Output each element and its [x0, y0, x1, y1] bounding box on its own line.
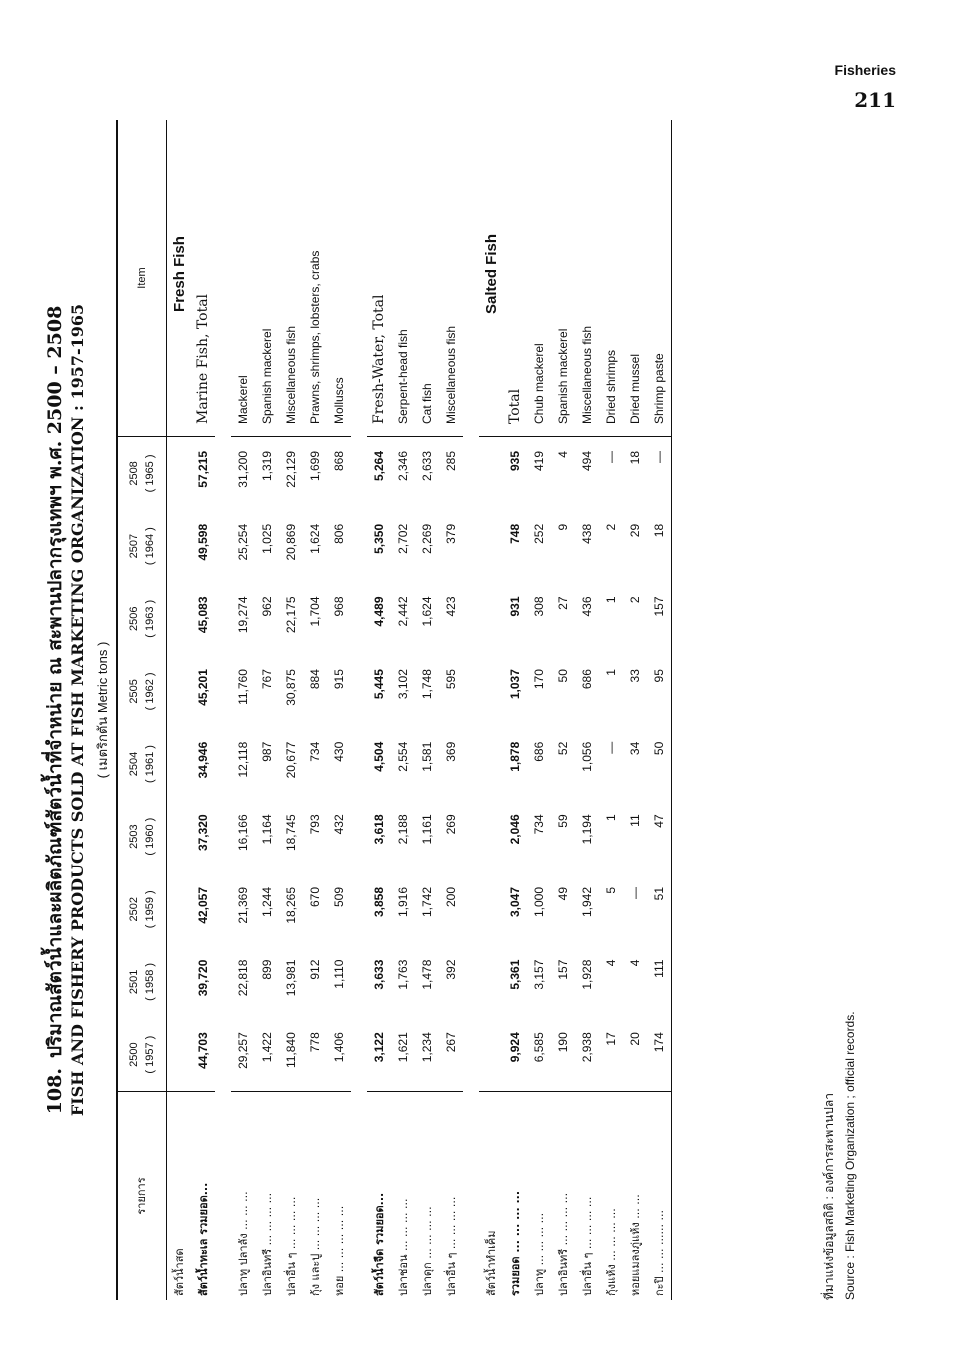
col-header-year: [117, 800, 167, 873]
table-row: [503, 120, 527, 1300]
year-ce: ( 1962 ): [144, 672, 156, 711]
value-cell: 308: [532, 596, 546, 617]
table-row: [527, 120, 551, 1300]
row-label-thai: หอย ... ... ... ... ...: [327, 1092, 351, 1301]
value-cell: 915: [332, 669, 346, 690]
value-cell: 686: [532, 741, 546, 762]
fish-products-table: [116, 120, 672, 1300]
value-cell: 1,916: [396, 886, 410, 917]
value-cell: 18: [628, 451, 642, 465]
value-cell: 170: [532, 669, 546, 690]
value-cell: 1,748: [420, 669, 434, 700]
table-row: [255, 120, 279, 1300]
value-cell: 868: [332, 451, 346, 472]
value-cell: [167, 946, 192, 1019]
table-title-english: FISH AND FISHERY PRODUCTS SOLD AT FISH MARKETING ORGANIZATION : 1957-1965: [68, 303, 87, 1117]
value-cell: 12,118: [236, 741, 250, 778]
row-label-english: Miscellaneous fish: [439, 120, 463, 437]
value-cell: 1,699: [308, 451, 322, 482]
value-cell: 11: [628, 814, 642, 827]
value-cell: 95: [647, 655, 672, 728]
value-cell: 1,928: [580, 959, 594, 990]
value-cell: 4: [556, 451, 570, 458]
row-label-thai: หอยแมลงภู่แห้ง ... ...: [623, 1092, 647, 1301]
value-cell: [479, 510, 503, 583]
table-row: [191, 120, 215, 1300]
table-row: [415, 120, 439, 1300]
value-cell: [479, 946, 503, 1019]
value-cell: 2: [628, 596, 642, 604]
col-header-year: [117, 582, 167, 655]
row-label-thai: รวมยอด ... ... ... ...: [503, 1092, 527, 1301]
source-english: Source : Fish Marketing Organization ; official records.: [843, 1011, 857, 1300]
value-cell: 1,056: [580, 741, 594, 772]
value-cell: 9: [556, 523, 570, 531]
value-cell: [167, 873, 192, 946]
value-cell: [167, 437, 192, 510]
value-cell: [479, 582, 503, 655]
value-cell: 1,000: [532, 886, 546, 917]
value-cell: 3,047: [508, 886, 522, 917]
value-cell: 1,581: [420, 741, 434, 772]
row-label-english: Spanish mackerel: [255, 120, 279, 437]
value-cell: 1,624: [420, 596, 434, 627]
value-cell: 267: [444, 1032, 458, 1053]
year-ce: ( 1959 ): [144, 890, 156, 929]
value-cell: 52: [556, 741, 570, 756]
value-cell: 806: [332, 523, 346, 544]
row-label-english: Dried shrimps: [599, 120, 623, 437]
value-cell: 37,320: [196, 814, 210, 852]
row-label-english: Molluscs: [327, 120, 351, 437]
value-cell: 734: [532, 814, 546, 835]
value-cell: 595: [444, 669, 458, 690]
value-cell: 20,677: [284, 741, 298, 779]
value-cell: 47: [647, 800, 672, 873]
year-ce: ( 1963 ): [144, 599, 156, 638]
value-cell: 34: [628, 741, 642, 756]
value-cell: —: [604, 451, 618, 463]
value-cell: 18,265: [284, 886, 298, 924]
year-be: 2501: [128, 969, 140, 995]
row-label-english: Prawns, shrimps, lobsters, crabs: [303, 120, 327, 437]
value-cell: 29,257: [236, 1032, 250, 1069]
value-cell: 379: [444, 523, 458, 544]
row-label-thai: สัตว์น้ำสด: [167, 1092, 192, 1301]
value-cell: 5,445: [372, 669, 386, 700]
value-cell: 44,703: [196, 1032, 210, 1069]
row-label-thai: ปลาดุก ... ... ... ...: [415, 1092, 439, 1301]
value-cell: 9,924: [508, 1032, 522, 1063]
value-cell: 670: [308, 886, 322, 907]
value-cell: 49,598: [196, 523, 210, 561]
row-label-english: Serpent-head fish: [391, 120, 415, 437]
value-cell: 686: [580, 669, 594, 690]
table-row: [463, 120, 479, 1300]
spacer-cell: [351, 120, 367, 1300]
spacer-cell: [215, 120, 231, 1300]
value-cell: 2,938: [580, 1032, 594, 1063]
value-cell: 1: [604, 596, 618, 604]
row-label-english: Shrimp paste: [647, 120, 672, 437]
units-note: ( เมตริกตัน Metric tons ): [95, 641, 110, 779]
row-label-english: Spanish mackerel: [551, 120, 575, 437]
table-row: [303, 120, 327, 1300]
page-number: 211: [854, 88, 896, 112]
row-label-english: Mackerel: [231, 120, 255, 437]
value-cell: 157: [647, 582, 672, 655]
spacer-cell: [463, 120, 479, 1300]
value-cell: 392: [444, 959, 458, 980]
source-thai: ที่มาแห่งข้อมูลสถิติ : องค์การสะพานปลา: [822, 1093, 836, 1300]
col-header-year: [117, 437, 167, 510]
value-cell: 45,083: [196, 596, 210, 634]
value-cell: 22,818: [236, 959, 250, 997]
year-be: 2505: [128, 679, 140, 704]
value-cell: [167, 1018, 192, 1091]
value-cell: 494: [580, 451, 594, 472]
year-be: 2508: [128, 461, 140, 486]
row-label-thai: สัตว์น้ำทำเค็ม: [479, 1092, 503, 1301]
value-cell: 968: [332, 596, 346, 617]
value-cell: 51: [647, 873, 672, 946]
value-cell: 31,200: [236, 451, 250, 488]
year-be: 2507: [128, 533, 140, 559]
value-cell: 45,201: [196, 669, 210, 706]
table-row: [279, 120, 303, 1300]
row-label-thai: ปลาอื่น ๆ ... ... ... ...: [575, 1092, 599, 1301]
value-cell: 1,037: [508, 669, 522, 700]
value-cell: 899: [260, 959, 274, 980]
value-cell: 50: [556, 669, 570, 683]
value-cell: 1,110: [332, 959, 346, 989]
value-cell: 4: [628, 959, 642, 967]
value-cell: 21,369: [236, 886, 250, 924]
value-cell: 1,422: [260, 1032, 274, 1063]
value-cell: 5,264: [372, 451, 386, 482]
value-cell: 25,254: [236, 523, 250, 561]
value-cell: 1,878: [508, 741, 522, 772]
row-label-english: Chub mackerel: [527, 120, 551, 437]
year-ce: ( 1961 ): [144, 745, 156, 783]
value-cell: 1,763: [396, 959, 410, 990]
year-be: 2500: [128, 1042, 140, 1067]
col-header-year: [117, 728, 167, 801]
table-row: [623, 120, 647, 1300]
value-cell: 1,624: [308, 523, 322, 554]
value-cell: 1,704: [308, 596, 322, 627]
value-cell: 2,442: [396, 596, 410, 627]
value-cell: 436: [580, 596, 594, 617]
value-cell: 27: [556, 596, 570, 610]
value-cell: 1: [604, 814, 618, 822]
value-cell: 30,875: [284, 669, 298, 706]
value-cell: 3,122: [372, 1032, 386, 1063]
col-header-year: [117, 946, 167, 1019]
year-ce: ( 1960 ): [144, 817, 156, 856]
value-cell: 50: [647, 728, 672, 801]
row-label-thai: ปลาอื่น ๆ ... ... ... ...: [279, 1092, 303, 1301]
row-label-thai: กะปิ ... ... ...... ...: [647, 1092, 672, 1301]
value-cell: 793: [308, 814, 322, 835]
value-cell: 509: [332, 886, 346, 907]
value-cell: 912: [308, 959, 322, 980]
table-row: [647, 120, 672, 1300]
value-cell: 1,244: [260, 886, 274, 917]
row-label-thai: สัตว์น้ำจืด รวมยอด...: [367, 1092, 391, 1301]
year-be: 2506: [128, 606, 140, 632]
value-cell: 748: [508, 523, 522, 544]
value-cell: 438: [580, 523, 594, 544]
value-cell: 34,946: [196, 741, 210, 779]
value-cell: —: [604, 741, 618, 754]
value-cell: 2,046: [508, 814, 522, 845]
row-label-thai: ปลาทู ... ... ... ...: [527, 1092, 551, 1301]
year-be: 2504: [128, 751, 140, 777]
col-header-year: [117, 1018, 167, 1091]
value-cell: 17: [604, 1032, 618, 1046]
year-be: 2502: [128, 897, 140, 922]
col-header-thai-item: รายการ: [117, 1092, 167, 1301]
row-label-english: Fresh-Water, Total: [367, 120, 391, 437]
value-cell: [167, 655, 192, 728]
value-cell: 33: [628, 669, 642, 683]
year-be: 2503: [128, 824, 140, 849]
year-ce: ( 1958 ): [144, 962, 156, 1001]
value-cell: 3,618: [372, 814, 386, 845]
value-cell: 2: [604, 523, 618, 531]
table-row: [439, 120, 463, 1300]
value-cell: 111: [647, 946, 672, 1019]
value-cell: [167, 728, 192, 801]
value-cell: 931: [508, 596, 522, 617]
value-cell: 1,194: [580, 814, 594, 845]
value-cell: 962: [260, 596, 274, 617]
value-cell: [479, 728, 503, 801]
value-cell: —: [647, 437, 672, 510]
header-row: [117, 120, 167, 1300]
footer-sources: [820, 1011, 861, 1300]
value-cell: 2,554: [396, 741, 410, 772]
value-cell: 432: [332, 814, 346, 835]
value-cell: 884: [308, 669, 322, 690]
table-row: [167, 120, 192, 1300]
value-cell: 1,621: [396, 1032, 410, 1063]
table-row: [575, 120, 599, 1300]
value-cell: 430: [332, 741, 346, 762]
value-cell: 57,215: [196, 451, 210, 488]
value-cell: 39,720: [196, 959, 210, 997]
value-cell: 2,346: [396, 451, 410, 482]
value-cell: 3,102: [396, 669, 410, 700]
value-cell: 1,942: [580, 886, 594, 917]
value-cell: 19,274: [236, 596, 250, 634]
value-cell: [479, 655, 503, 728]
value-cell: [167, 510, 192, 583]
row-label-english: Miscellaneous fish: [279, 120, 303, 437]
section-header: Fisheries: [834, 62, 896, 78]
value-cell: 11,760: [236, 669, 250, 705]
value-cell: 423: [444, 596, 458, 617]
value-cell: 767: [260, 669, 274, 690]
value-cell: 4,489: [372, 596, 386, 627]
value-cell: 22,175: [284, 596, 298, 634]
value-cell: 2,702: [396, 523, 410, 554]
table-row: [391, 120, 415, 1300]
value-cell: 1,161: [420, 814, 434, 845]
table-row: [231, 120, 255, 1300]
value-cell: 285: [444, 451, 458, 472]
table-row: [215, 120, 231, 1300]
value-cell: 252: [532, 523, 546, 544]
table-row: [327, 120, 351, 1300]
value-cell: 1: [604, 669, 618, 676]
value-cell: [167, 582, 192, 655]
value-cell: 190: [556, 1032, 570, 1053]
year-ce: ( 1965 ): [144, 454, 156, 493]
row-label-thai: ปลาอินทรี ... ... ... ...: [551, 1092, 575, 1301]
table-row: [599, 120, 623, 1300]
table-row: [479, 120, 503, 1300]
value-cell: 20: [628, 1032, 642, 1046]
col-header-english-item: Item: [117, 120, 167, 437]
row-label-thai: สัตว์น้ำทะเล รวมยอด...: [191, 1092, 215, 1301]
value-cell: 2,188: [396, 814, 410, 845]
value-cell: 4: [604, 959, 618, 967]
value-cell: 4,504: [372, 741, 386, 772]
value-cell: 29: [628, 523, 642, 538]
row-label-thai: ปลาอินทรี ... ... ... ...: [255, 1092, 279, 1301]
value-cell: [479, 1018, 503, 1091]
value-cell: 1,406: [332, 1032, 346, 1063]
value-cell: 16,166: [236, 814, 250, 852]
value-cell: 1,742: [420, 886, 434, 917]
rotated-table-page: [40, 120, 900, 1300]
value-cell: 1,319: [260, 451, 274, 482]
value-cell: 1,234: [420, 1032, 434, 1063]
table-body: [167, 120, 672, 1300]
value-cell: 1,478: [420, 959, 434, 990]
row-label-english: Salted Fish: [479, 120, 503, 437]
row-label-english: Cat fish: [415, 120, 439, 437]
value-cell: 18,745: [284, 814, 298, 852]
value-cell: 1,164: [260, 814, 274, 845]
value-cell: 269: [444, 814, 458, 835]
row-label-thai: ปลาอื่น ๆ ... ... ... ...: [439, 1092, 463, 1301]
value-cell: 174: [647, 1018, 672, 1091]
value-cell: [479, 437, 503, 510]
value-cell: —: [628, 886, 642, 899]
col-header-year: [117, 873, 167, 946]
row-label-english: Dried mussel: [623, 120, 647, 437]
row-label-english: Miscellaneous fish: [575, 120, 599, 437]
row-label-thai: กุ้ง และปู ... ... ... ...: [303, 1092, 327, 1301]
value-cell: 20,869: [284, 523, 298, 561]
table-number: 108.: [44, 1068, 66, 1115]
title-thai-text: ปริมาณสัตว์น้ำและผลิตภัณฑ์สัตว์น้ำที่จำหน่าย ณ สะพานปลากรุงเทพฯ พ.ศ. 2500 – 2508: [44, 305, 66, 1059]
value-cell: 369: [444, 741, 458, 762]
value-cell: 3,633: [372, 959, 386, 990]
value-cell: 419: [532, 451, 546, 472]
row-label-english: Fresh Fish: [167, 120, 192, 437]
value-cell: 18: [647, 510, 672, 583]
value-cell: 987: [260, 741, 274, 762]
table-row: [351, 120, 367, 1300]
value-cell: 935: [508, 451, 522, 472]
row-label-thai: กุ้งแห้ง ... ... ... ...: [599, 1092, 623, 1301]
row-label-thai: ปลาช่อน ... ... ... ...: [391, 1092, 415, 1301]
value-cell: [479, 873, 503, 946]
value-cell: 6,585: [532, 1032, 546, 1063]
value-cell: [167, 800, 192, 873]
table-row: [367, 120, 391, 1300]
value-cell: 1,025: [260, 523, 274, 554]
row-label-english: Total: [503, 120, 527, 437]
value-cell: [479, 800, 503, 873]
value-cell: 3,157: [532, 959, 546, 990]
table-row: [551, 120, 575, 1300]
value-cell: 22,129: [284, 451, 298, 488]
value-cell: 5,350: [372, 523, 386, 554]
value-cell: 734: [308, 741, 322, 762]
value-cell: 5,361: [508, 959, 522, 990]
value-cell: 2,633: [420, 451, 434, 482]
row-label-english: Marine Fish, Total: [191, 120, 215, 437]
value-cell: 42,057: [196, 886, 210, 924]
value-cell: 5: [604, 886, 618, 894]
value-cell: 3,858: [372, 886, 386, 917]
table-title-thai: [40, 120, 70, 1300]
year-ce: ( 1964 ): [144, 527, 156, 566]
col-header-year: [117, 510, 167, 583]
value-cell: 2,269: [420, 523, 434, 554]
row-label-thai: ปลาทู ปลาลัง ... ... ...: [231, 1092, 255, 1301]
value-cell: 200: [444, 886, 458, 907]
value-cell: 13,981: [284, 959, 298, 997]
value-cell: 59: [556, 814, 570, 828]
value-cell: 778: [308, 1032, 322, 1053]
year-ce: ( 1957 ): [144, 1035, 156, 1074]
value-cell: 11,840: [284, 1032, 298, 1069]
value-cell: 157: [556, 959, 570, 980]
value-cell: 49: [556, 886, 570, 901]
col-header-year: [117, 655, 167, 728]
